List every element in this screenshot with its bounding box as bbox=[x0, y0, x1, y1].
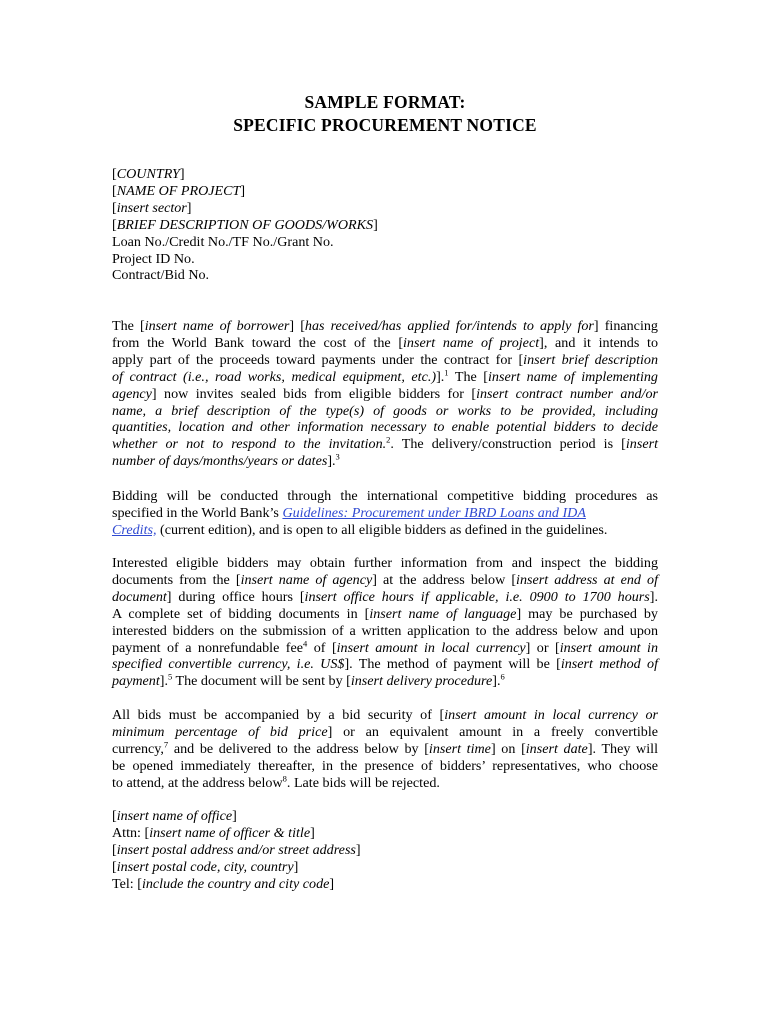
footnote-ref: 4 bbox=[303, 637, 308, 648]
text-line: specified in the World Bank’s Guidelines: Procurement under IBRD Loans and IDA bbox=[112, 504, 586, 521]
loan-number-line: Loan No./Credit No./TF No./Grant No. bbox=[112, 233, 334, 250]
sector-placeholder: insert sector bbox=[116, 199, 187, 216]
postal-address-line: [insert postal address and/or street address] bbox=[112, 841, 361, 858]
footnote-ref: 1 bbox=[444, 367, 449, 378]
text-line: All bids must be accompanied by a bid security of [insert amount in local currency or bbox=[112, 707, 658, 723]
project-id-line: Project ID No. bbox=[112, 250, 195, 267]
document-page bbox=[112, 0, 658, 1024]
text-line: interested bidders on the submission of a written application to the address below and upon bbox=[112, 622, 658, 639]
description-placeholder: BRIEF DESCRIPTION OF GOODS/WORKS bbox=[116, 216, 374, 233]
footnote-ref: 3 bbox=[335, 451, 340, 462]
text-line: documents from the [insert name of agency] at the address below [insert address at end of bbox=[112, 571, 658, 588]
text-line: quantities, location and other information necessary to enable potential bidders to decide bbox=[112, 419, 658, 436]
footnote-ref: 6 bbox=[500, 671, 505, 682]
text-line: payment].$^5$ The document will be sent by [insert delivery procedure].$^6$ bbox=[112, 671, 505, 690]
footnote-ref: 8 bbox=[282, 772, 287, 783]
paragraph-financing bbox=[112, 318, 658, 470]
document-title-line-1: SAMPLE FORMAT: bbox=[304, 92, 466, 112]
description-line: [BRIEF DESCRIPTION OF GOODS/WORKS] bbox=[112, 216, 378, 233]
country-line: [COUNTRY] bbox=[112, 166, 185, 182]
text-line: from the World Bank toward the cost of the [insert name of project], and it intends to bbox=[112, 334, 659, 351]
paragraph-bidding-procedure bbox=[112, 488, 658, 539]
address-block bbox=[112, 808, 658, 893]
notice-header-block bbox=[112, 166, 658, 284]
text-line: Interested eligible bidders may obtain further information from and inspect the bidding bbox=[112, 555, 658, 571]
text-line: apply part of the proceeds toward payments under the contract for [insert brief description bbox=[112, 351, 659, 368]
text-line: minimum percentage of bid price] or an equivalent amount in a freely convertible bbox=[112, 723, 658, 740]
office-line: [insert name of office] bbox=[112, 808, 237, 824]
postal-code-line: [insert postal code, city, country] bbox=[112, 858, 299, 875]
text-line: Credits, (current edition), and is open to all eligible bidders as defined in the guidelines. bbox=[112, 521, 608, 538]
text-line: A complete set of bidding documents in [insert name of language] may be purchased by bbox=[112, 605, 658, 622]
text-line: to attend, at the address below$^8$. Late bids will be rejected. bbox=[112, 772, 440, 791]
project-name-placeholder: NAME OF PROJECT bbox=[116, 182, 241, 199]
footnote-ref: 5 bbox=[167, 671, 173, 682]
text-line: specified convertible currency, i.e. US$]. The method of payment will be [insert method of bbox=[112, 656, 658, 673]
text-line: number of days/months/years or dates].$^3$ bbox=[112, 451, 340, 470]
telephone-line: Tel: [include the country and city code] bbox=[112, 875, 335, 892]
text-line: agency] now invites sealed bids from eligible bidders for [insert contract number and/or bbox=[112, 385, 658, 402]
attn-line: Attn: [insert name of officer & title] bbox=[112, 824, 315, 841]
text-line: whether or not to respond to the invitation.$^2$. The delivery/construction period is [insert bbox=[112, 434, 658, 453]
contract-number-line: Contract/Bid No. bbox=[112, 267, 210, 284]
text-line: currency,$^7$ and be delivered to the address below by [insert time] on [insert date]. They will bbox=[112, 739, 658, 757]
footnote-ref: 2 bbox=[386, 434, 391, 445]
footnote-ref: 7 bbox=[163, 739, 169, 750]
text-line: The [insert name of borrower] [has received/has applied for/intends to apply for] financing bbox=[112, 318, 658, 334]
text-line: name, a brief description of the type(s) of goods or works to be provided, including bbox=[112, 402, 658, 419]
guidelines-link[interactable]: Guidelines: Procurement under IBRD Loans and IDA bbox=[282, 504, 586, 521]
project-name-line: [NAME OF PROJECT] bbox=[112, 182, 246, 199]
paragraph-bidding-documents bbox=[112, 555, 658, 690]
text-line: payment of a nonrefundable fee$^4$ of [insert amount in local currency] or [insert amount in bbox=[112, 637, 658, 656]
text-line: of contract (i.e., road works, medical equipment, etc.)].$^1$ The [insert name of implementing bbox=[112, 367, 658, 385]
text-line: Bidding will be conducted through the international competitive bidding procedures as bbox=[112, 488, 658, 504]
text-line: document] during office hours [insert office hours if applicable, i.e. 0900 to 1700 hours]. bbox=[112, 588, 658, 605]
guidelines-link-continued[interactable]: Credits, bbox=[112, 521, 157, 538]
document-title-line-2: SPECIFIC PROCUREMENT NOTICE bbox=[233, 115, 537, 135]
text-line: be opened immediately thereafter, in the presence of bidders’ representatives, who choose bbox=[112, 757, 658, 774]
paragraph-bid-security bbox=[112, 707, 658, 792]
country-placeholder: COUNTRY bbox=[116, 166, 180, 182]
sector-line: [insert sector] bbox=[112, 199, 192, 216]
